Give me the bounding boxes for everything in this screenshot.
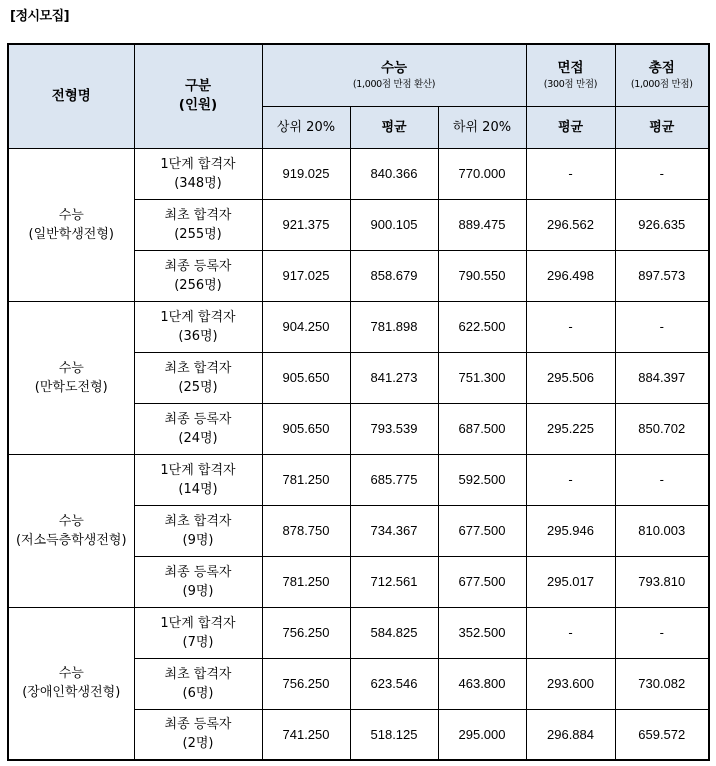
interview-average-cell: 295.946 <box>526 505 615 556</box>
category-label: 최초 합격자 <box>164 666 232 682</box>
header-category: 구분 (인원) <box>134 44 262 148</box>
top20-cell: 878.750 <box>262 505 350 556</box>
header-average: 평균 <box>350 106 438 148</box>
total-average-cell: 926.635 <box>615 199 709 250</box>
header-admission-type: 전형명 <box>8 44 134 148</box>
average-cell: 518.125 <box>350 709 438 760</box>
bottom20-cell: 790.550 <box>438 250 526 301</box>
header-total: 총점 (1,000점 만점) <box>615 44 709 106</box>
category-label: 최초 합격자 <box>164 360 232 376</box>
category-cell <box>134 148 262 199</box>
header-bottom20: 하위 20% <box>438 106 526 148</box>
category-label: 최종 등록자 <box>164 258 232 274</box>
total-average-cell: 793.810 <box>615 556 709 607</box>
bottom20-cell: 677.500 <box>438 556 526 607</box>
category-count: (24명) <box>178 430 218 446</box>
category-count: (255명) <box>174 226 222 242</box>
top20-cell: 921.375 <box>262 199 350 250</box>
total-average-cell: 850.702 <box>615 403 709 454</box>
total-average-cell: - <box>615 148 709 199</box>
category-label: 1단계 합격자 <box>160 156 236 172</box>
admission-type-name: 수능 <box>58 513 84 529</box>
category-label: 최초 합격자 <box>164 513 232 529</box>
total-average-cell: 730.082 <box>615 658 709 709</box>
header-interview: 면접 (300점 만점) <box>526 44 615 106</box>
top20-cell: 917.025 <box>262 250 350 301</box>
category-label: 최종 등록자 <box>164 564 232 580</box>
total-average-cell: - <box>615 607 709 658</box>
category-count: (256명) <box>174 277 222 293</box>
category-cell <box>134 556 262 607</box>
total-average-cell: - <box>615 454 709 505</box>
category-label: 최초 합격자 <box>164 207 232 223</box>
category-cell <box>134 199 262 250</box>
table-row <box>8 454 709 505</box>
average-cell: 712.561 <box>350 556 438 607</box>
admission-type-name: 수능 <box>58 666 84 682</box>
category-count: (6명) <box>182 685 214 701</box>
category-count: (36명) <box>178 328 218 344</box>
bottom20-cell: 687.500 <box>438 403 526 454</box>
category-count: (25명) <box>178 379 218 395</box>
interview-average-cell: 296.562 <box>526 199 615 250</box>
admission-type-detail: (저소득층학생전형) <box>15 532 127 548</box>
category-cell <box>134 709 262 760</box>
header-top20: 상위 20% <box>262 106 350 148</box>
interview-average-cell: 296.884 <box>526 709 615 760</box>
bottom20-cell: 622.500 <box>438 301 526 352</box>
admission-type-detail: (만학도전형) <box>34 379 108 395</box>
header-interview-average: 평균 <box>526 106 615 148</box>
category-cell <box>134 454 262 505</box>
bottom20-cell: 352.500 <box>438 607 526 658</box>
category-label: 1단계 합격자 <box>160 462 236 478</box>
top20-cell: 904.250 <box>262 301 350 352</box>
total-average-cell: 897.573 <box>615 250 709 301</box>
category-label: 1단계 합격자 <box>160 615 236 631</box>
top20-cell: 756.250 <box>262 658 350 709</box>
admission-type-cell <box>8 454 134 607</box>
interview-average-cell: - <box>526 454 615 505</box>
average-cell: 841.273 <box>350 352 438 403</box>
category-label: 1단계 합격자 <box>160 309 236 325</box>
category-cell <box>134 505 262 556</box>
category-label: 최종 등록자 <box>164 717 232 733</box>
average-cell: 734.367 <box>350 505 438 556</box>
admission-type-detail: (장애인학생전형) <box>22 685 121 701</box>
category-count: (348명) <box>174 175 222 191</box>
section-title: [정시모집] <box>10 9 70 24</box>
top20-cell: 781.250 <box>262 454 350 505</box>
top20-cell: 919.025 <box>262 148 350 199</box>
table-body <box>8 148 709 760</box>
average-cell: 781.898 <box>350 301 438 352</box>
interview-average-cell: - <box>526 301 615 352</box>
category-cell <box>134 658 262 709</box>
interview-average-cell: 293.600 <box>526 658 615 709</box>
bottom20-cell: 677.500 <box>438 505 526 556</box>
category-cell <box>134 352 262 403</box>
interview-average-cell: 295.225 <box>526 403 615 454</box>
table-row <box>8 301 709 352</box>
category-count: (7명) <box>182 634 214 650</box>
top20-cell: 741.250 <box>262 709 350 760</box>
admission-type-cell <box>8 607 134 760</box>
admission-type-name: 수능 <box>58 360 84 376</box>
average-cell: 793.539 <box>350 403 438 454</box>
admission-type-cell <box>8 148 134 301</box>
bottom20-cell: 592.500 <box>438 454 526 505</box>
total-average-cell: 884.397 <box>615 352 709 403</box>
category-count: (9명) <box>182 532 214 548</box>
total-average-cell: 659.572 <box>615 709 709 760</box>
table-row <box>8 148 709 199</box>
average-cell: 858.679 <box>350 250 438 301</box>
category-cell <box>134 250 262 301</box>
average-cell: 584.825 <box>350 607 438 658</box>
category-count: (2명) <box>182 736 214 752</box>
category-count: (9명) <box>182 583 214 599</box>
bottom20-cell: 751.300 <box>438 352 526 403</box>
admission-type-name: 수능 <box>58 207 84 223</box>
average-cell: 623.546 <box>350 658 438 709</box>
admission-type-detail: (일반학생전형) <box>28 226 114 242</box>
category-count: (14명) <box>178 481 218 497</box>
bottom20-cell: 770.000 <box>438 148 526 199</box>
total-average-cell: - <box>615 301 709 352</box>
average-cell: 900.105 <box>350 199 438 250</box>
header-total-average: 평균 <box>615 106 709 148</box>
interview-average-cell: 295.506 <box>526 352 615 403</box>
interview-average-cell: - <box>526 148 615 199</box>
top20-cell: 905.650 <box>262 403 350 454</box>
bottom20-cell: 889.475 <box>438 199 526 250</box>
category-cell <box>134 403 262 454</box>
header-row-1 <box>8 44 709 106</box>
top20-cell: 781.250 <box>262 556 350 607</box>
interview-average-cell: 296.498 <box>526 250 615 301</box>
bottom20-cell: 463.800 <box>438 658 526 709</box>
average-cell: 685.775 <box>350 454 438 505</box>
admission-type-cell <box>8 301 134 454</box>
interview-average-cell: - <box>526 607 615 658</box>
interview-average-cell: 295.017 <box>526 556 615 607</box>
category-cell <box>134 301 262 352</box>
admission-results-table <box>7 43 710 761</box>
bottom20-cell: 295.000 <box>438 709 526 760</box>
table-row <box>8 607 709 658</box>
average-cell: 840.366 <box>350 148 438 199</box>
category-label: 최종 등록자 <box>164 411 232 427</box>
total-average-cell: 810.003 <box>615 505 709 556</box>
top20-cell: 756.250 <box>262 607 350 658</box>
header-suneung: 수능 (1,000점 만점 환산) <box>262 44 526 106</box>
top20-cell: 905.650 <box>262 352 350 403</box>
category-cell <box>134 607 262 658</box>
